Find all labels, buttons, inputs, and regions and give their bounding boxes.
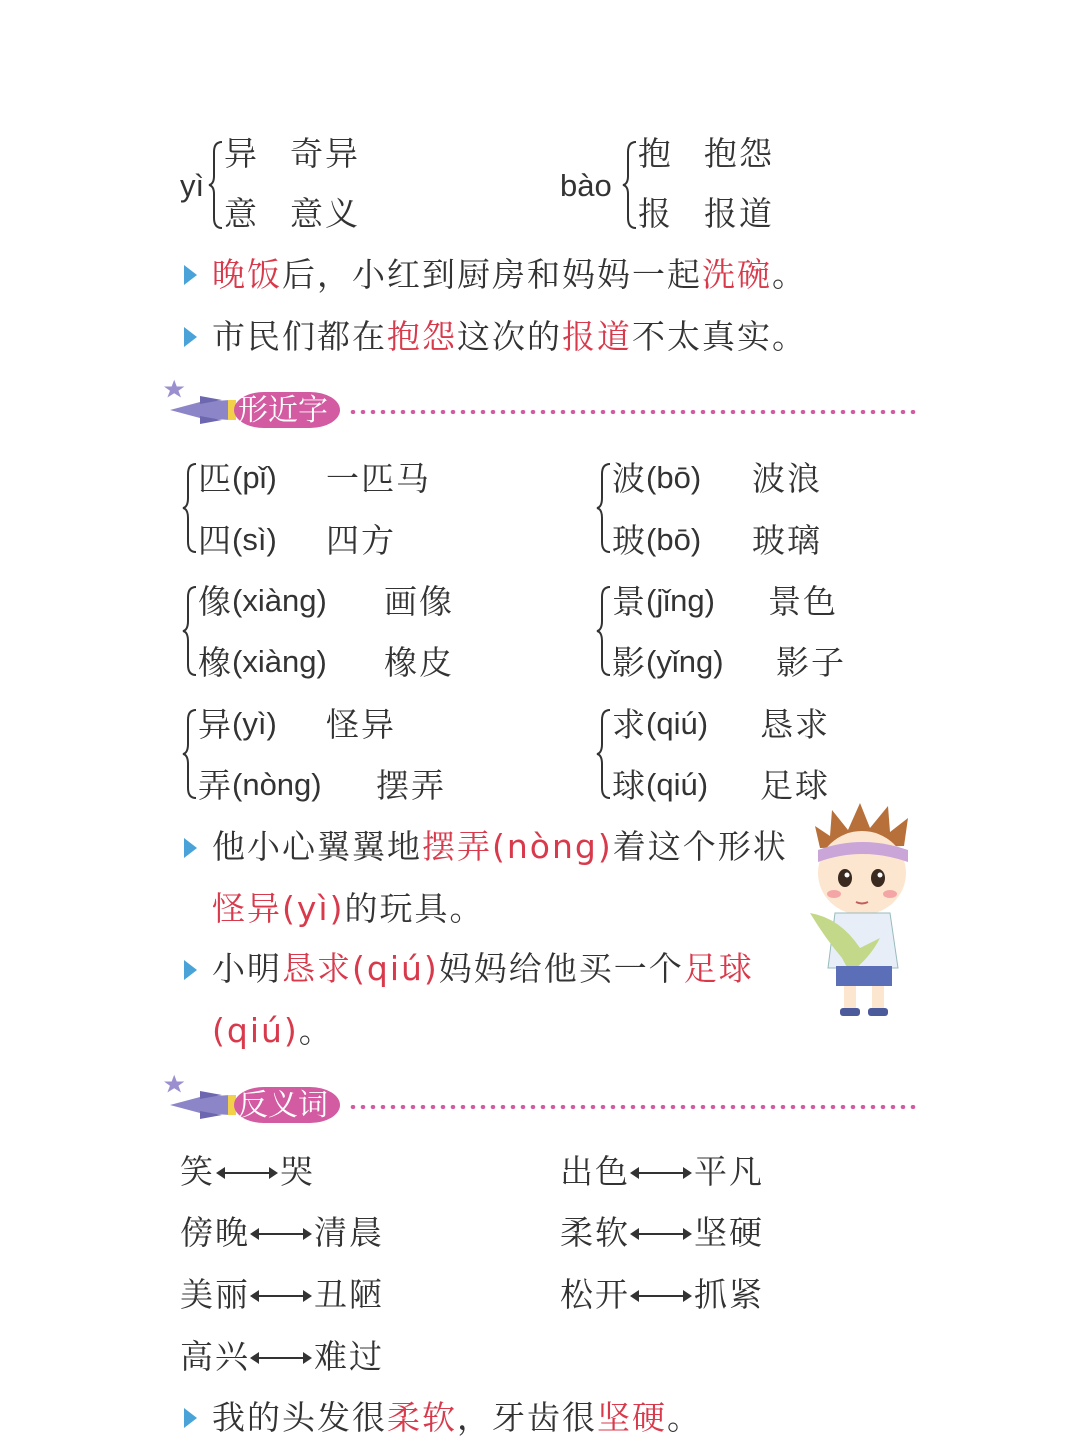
homophone-word: 报道 (704, 194, 774, 233)
antonym-word: 松开 (560, 1275, 630, 1314)
similar-pinyin: (qiú) (646, 706, 709, 741)
brace-icon (622, 140, 638, 230)
similar-word: 怪异 (326, 705, 396, 744)
similar-char: 橡 (198, 643, 233, 682)
similar-pinyin: (qiú) (646, 767, 709, 802)
example-sentence (212, 255, 807, 294)
similar-pinyin: (nòng) (232, 767, 322, 802)
highlight-word: 晚饭 (212, 255, 282, 294)
similar-char: 波 (612, 459, 647, 498)
homophone-word: 奇异 (290, 134, 360, 173)
antonym-word: 柔软 (560, 1213, 630, 1252)
example-sentence: 我的头发很柔软，牙齿很坚硬。 (212, 1398, 702, 1437)
similar-pinyin: (xiàng) (232, 583, 327, 618)
similar-word: 画像 (384, 582, 454, 621)
similar-char: 求 (612, 705, 647, 744)
antonym-word: 平凡 (694, 1152, 764, 1191)
homophone-char: 意 (224, 194, 259, 233)
similar-word: 一匹马 (326, 459, 431, 498)
highlight-word: 抱怨 (387, 317, 457, 356)
similar-char: 玻 (612, 521, 647, 560)
brace-icon (182, 462, 198, 554)
similar-word: 影子 (776, 643, 846, 682)
dotted-divider (348, 410, 918, 414)
triangle-bullet-icon (184, 327, 197, 347)
similar-char: 匹 (198, 459, 233, 498)
double-arrow-icon (632, 1233, 690, 1235)
similar-char: 像 (198, 582, 233, 621)
homophone-pinyin: yì (180, 168, 205, 203)
brace-icon (596, 462, 612, 554)
example-sentence: 他小心翼翼地摆弄(nòng)着这个形状 (212, 827, 788, 866)
similar-pinyin: (bō) (646, 522, 702, 557)
sentence-text: 不太真实。 (632, 317, 807, 356)
similar-word: 四方 (326, 521, 396, 560)
double-arrow-icon (252, 1233, 310, 1235)
triangle-bullet-icon (184, 960, 197, 980)
antonym-word: 美丽 (180, 1275, 250, 1314)
brace-icon (208, 140, 224, 230)
example-sentence: 小明恳求(qiú)妈妈给他买一个足球 (212, 949, 754, 988)
section-title: 形近字 (238, 393, 328, 428)
dotted-divider (348, 1105, 918, 1109)
double-arrow-icon (632, 1295, 690, 1297)
similar-word: 玻璃 (752, 521, 822, 560)
highlight-word: 报道 (562, 317, 632, 356)
antonym-word: 傍晚 (180, 1213, 250, 1252)
similar-pinyin: (sì) (232, 522, 277, 557)
sentence-text: 。 (772, 255, 807, 294)
brace-icon (182, 585, 198, 677)
similar-pinyin: (pǐ) (232, 460, 277, 495)
similar-char: 景 (612, 582, 647, 621)
similar-word: 摆弄 (376, 766, 446, 805)
similar-char: 异 (198, 705, 233, 744)
section-title: 反义词 (238, 1088, 328, 1123)
homophone-word: 抱怨 (704, 134, 774, 173)
double-arrow-icon (218, 1172, 276, 1174)
double-arrow-icon (252, 1357, 310, 1359)
homophone-char: 报 (638, 194, 673, 233)
antonym-word: 哭 (280, 1152, 315, 1191)
brace-icon (596, 708, 612, 800)
brace-icon (182, 708, 198, 800)
double-arrow-icon (252, 1295, 310, 1297)
example-sentence-continued: 怪异(yì)的玩具。 (212, 889, 485, 928)
similar-word: 景色 (768, 582, 838, 621)
triangle-bullet-icon (184, 265, 197, 285)
triangle-bullet-icon (184, 838, 197, 858)
antonym-word: 高兴 (180, 1337, 250, 1376)
antonym-word: 出色 (560, 1152, 630, 1191)
antonym-word: 坚硬 (694, 1213, 764, 1252)
boy-illustration (800, 798, 930, 1020)
brace-icon (596, 585, 612, 677)
similar-pinyin: (jǐng) (646, 583, 715, 618)
triangle-bullet-icon (184, 1408, 197, 1428)
similar-word: 足球 (760, 766, 830, 805)
similar-pinyin: (yì) (232, 706, 277, 741)
homophone-char: 抱 (638, 134, 673, 173)
antonym-word: 难过 (314, 1337, 384, 1376)
highlight-word: 洗碗 (702, 255, 772, 294)
antonym-word: 笑 (180, 1152, 215, 1191)
antonym-word: 清晨 (314, 1213, 384, 1252)
homophone-char: 异 (224, 134, 259, 173)
similar-char: 弄 (198, 766, 233, 805)
similar-char: 四 (198, 521, 233, 560)
antonym-word: 丑陋 (314, 1275, 384, 1314)
sentence-text: 这次的 (457, 317, 562, 356)
sentence-text: 市民们都在 (212, 317, 387, 356)
example-sentence (212, 317, 807, 356)
homophone-word: 意义 (290, 194, 360, 233)
homophone-pinyin: bào (560, 168, 612, 203)
similar-char: 影 (612, 643, 647, 682)
similar-word: 橡皮 (384, 643, 454, 682)
sentence-text: 后，小红到厨房和妈妈一起 (282, 255, 702, 294)
antonym-word: 抓紧 (694, 1275, 764, 1314)
similar-pinyin: (xiàng) (232, 644, 327, 679)
double-arrow-icon (632, 1172, 690, 1174)
similar-char: 球 (612, 766, 647, 805)
example-sentence-continued: (qiú)。 (212, 1011, 334, 1050)
similar-word: 恳求 (760, 705, 830, 744)
similar-word: 波浪 (752, 459, 822, 498)
similar-pinyin: (yǐng) (646, 644, 724, 679)
similar-pinyin: (bō) (646, 460, 702, 495)
